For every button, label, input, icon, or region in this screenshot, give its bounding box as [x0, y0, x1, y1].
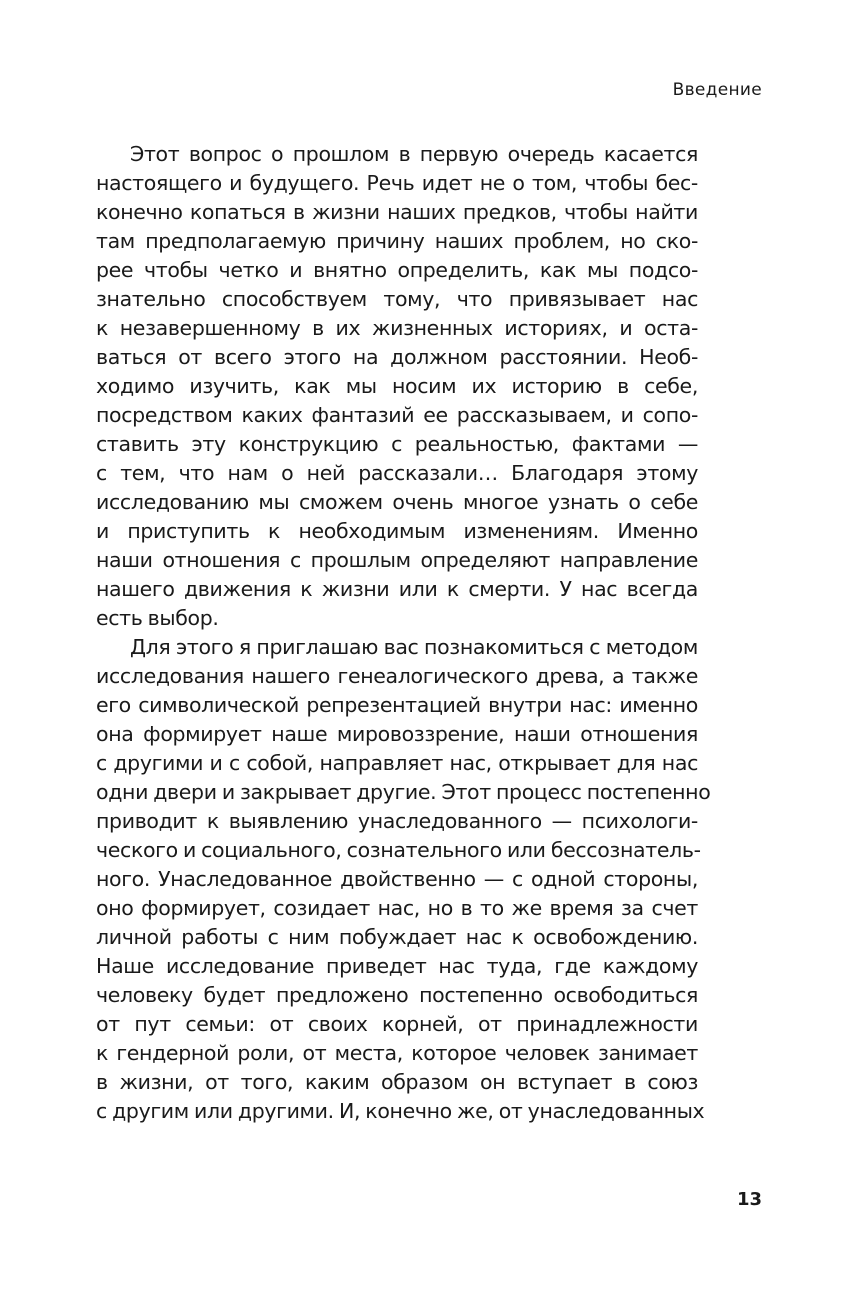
body-text	[96, 140, 711, 1126]
text-line: оно формирует, созидает нас, но в то же время за счет	[96, 896, 698, 920]
text-line: к гендерной роли, от места, которое человек занимает	[96, 1041, 698, 1065]
text-line: исследованию мы сможем очень многое узнать о себе	[96, 490, 698, 514]
page-number: 13	[736, 1189, 762, 1210]
text-line: там предполагаемую причину наших проблем, но ско-	[96, 229, 698, 253]
text-line: с другим или другими. И, конечно же, от унаследованных	[96, 1099, 705, 1123]
text-line: есть выбор.	[96, 606, 219, 630]
text-line: ставить эту конструкцию с реальностью, фактами —	[96, 432, 698, 456]
text-line: Для этого я приглашаю вас познакомиться с методом	[130, 635, 698, 659]
text-line: в жизни, от того, каким образом он вступает в союз	[96, 1070, 698, 1094]
text-line: одни двери и закрывает другие. Этот процесс постепенно	[96, 780, 711, 804]
running-head: Введение	[672, 80, 762, 100]
text-line: ваться от всего этого на должном расстоянии. Необ-	[96, 345, 698, 369]
text-line: ного. Унаследованное двойственно — с одной стороны,	[96, 867, 698, 891]
text-line: настоящего и будущего. Речь идет не о том, чтобы бес-	[96, 171, 698, 195]
text-line: с тем, что нам о ней рассказали… Благодаря этому	[96, 461, 698, 485]
text-line: она формирует наше мировоззрение, наши отношения	[96, 722, 698, 746]
text-line: нашего движения к жизни или к смерти. У нас всегда	[96, 577, 698, 601]
text-line: человеку будет предложено постепенно освободиться	[96, 983, 698, 1007]
text-line: от пут семьи: от своих корней, от принадлежности	[96, 1012, 698, 1036]
text-line: исследования нашего генеалогического древа, а также	[96, 664, 698, 688]
text-line: с другими и с собой, направляет нас, открывает для нас	[96, 751, 698, 775]
text-line: наши отношения с прошлым определяют направление	[96, 548, 698, 572]
text-line: ходимо изучить, как мы носим их историю в себе,	[96, 374, 698, 398]
text-line: ческого и социального, сознательного или бессознатель-	[96, 838, 701, 862]
text-line: Наше исследование приведет нас туда, где каждому	[96, 954, 698, 978]
text-line: знательно способствуем тому, что привязывает нас	[96, 287, 698, 311]
text-line: приводит к выявлению унаследованного — психологи-	[96, 809, 698, 833]
text-line: его символической репрезентацией внутри нас: именно	[96, 693, 698, 717]
text-line: посредством каких фантазий ее рассказываем, и сопо-	[96, 403, 698, 427]
text-line: и приступить к необходимым изменениям. Именно	[96, 519, 698, 543]
text-line: личной работы с ним побуждает нас к освобождению.	[96, 925, 698, 949]
text-line: к незавершенному в их жизненных историях, и оста-	[96, 316, 698, 340]
text-line: конечно копаться в жизни наших предков, чтобы найти	[96, 200, 698, 224]
text-line: рее чтобы четко и внятно определить, как мы подсо-	[96, 258, 698, 282]
text-line: Этот вопрос о прошлом в первую очередь касается	[130, 142, 698, 166]
